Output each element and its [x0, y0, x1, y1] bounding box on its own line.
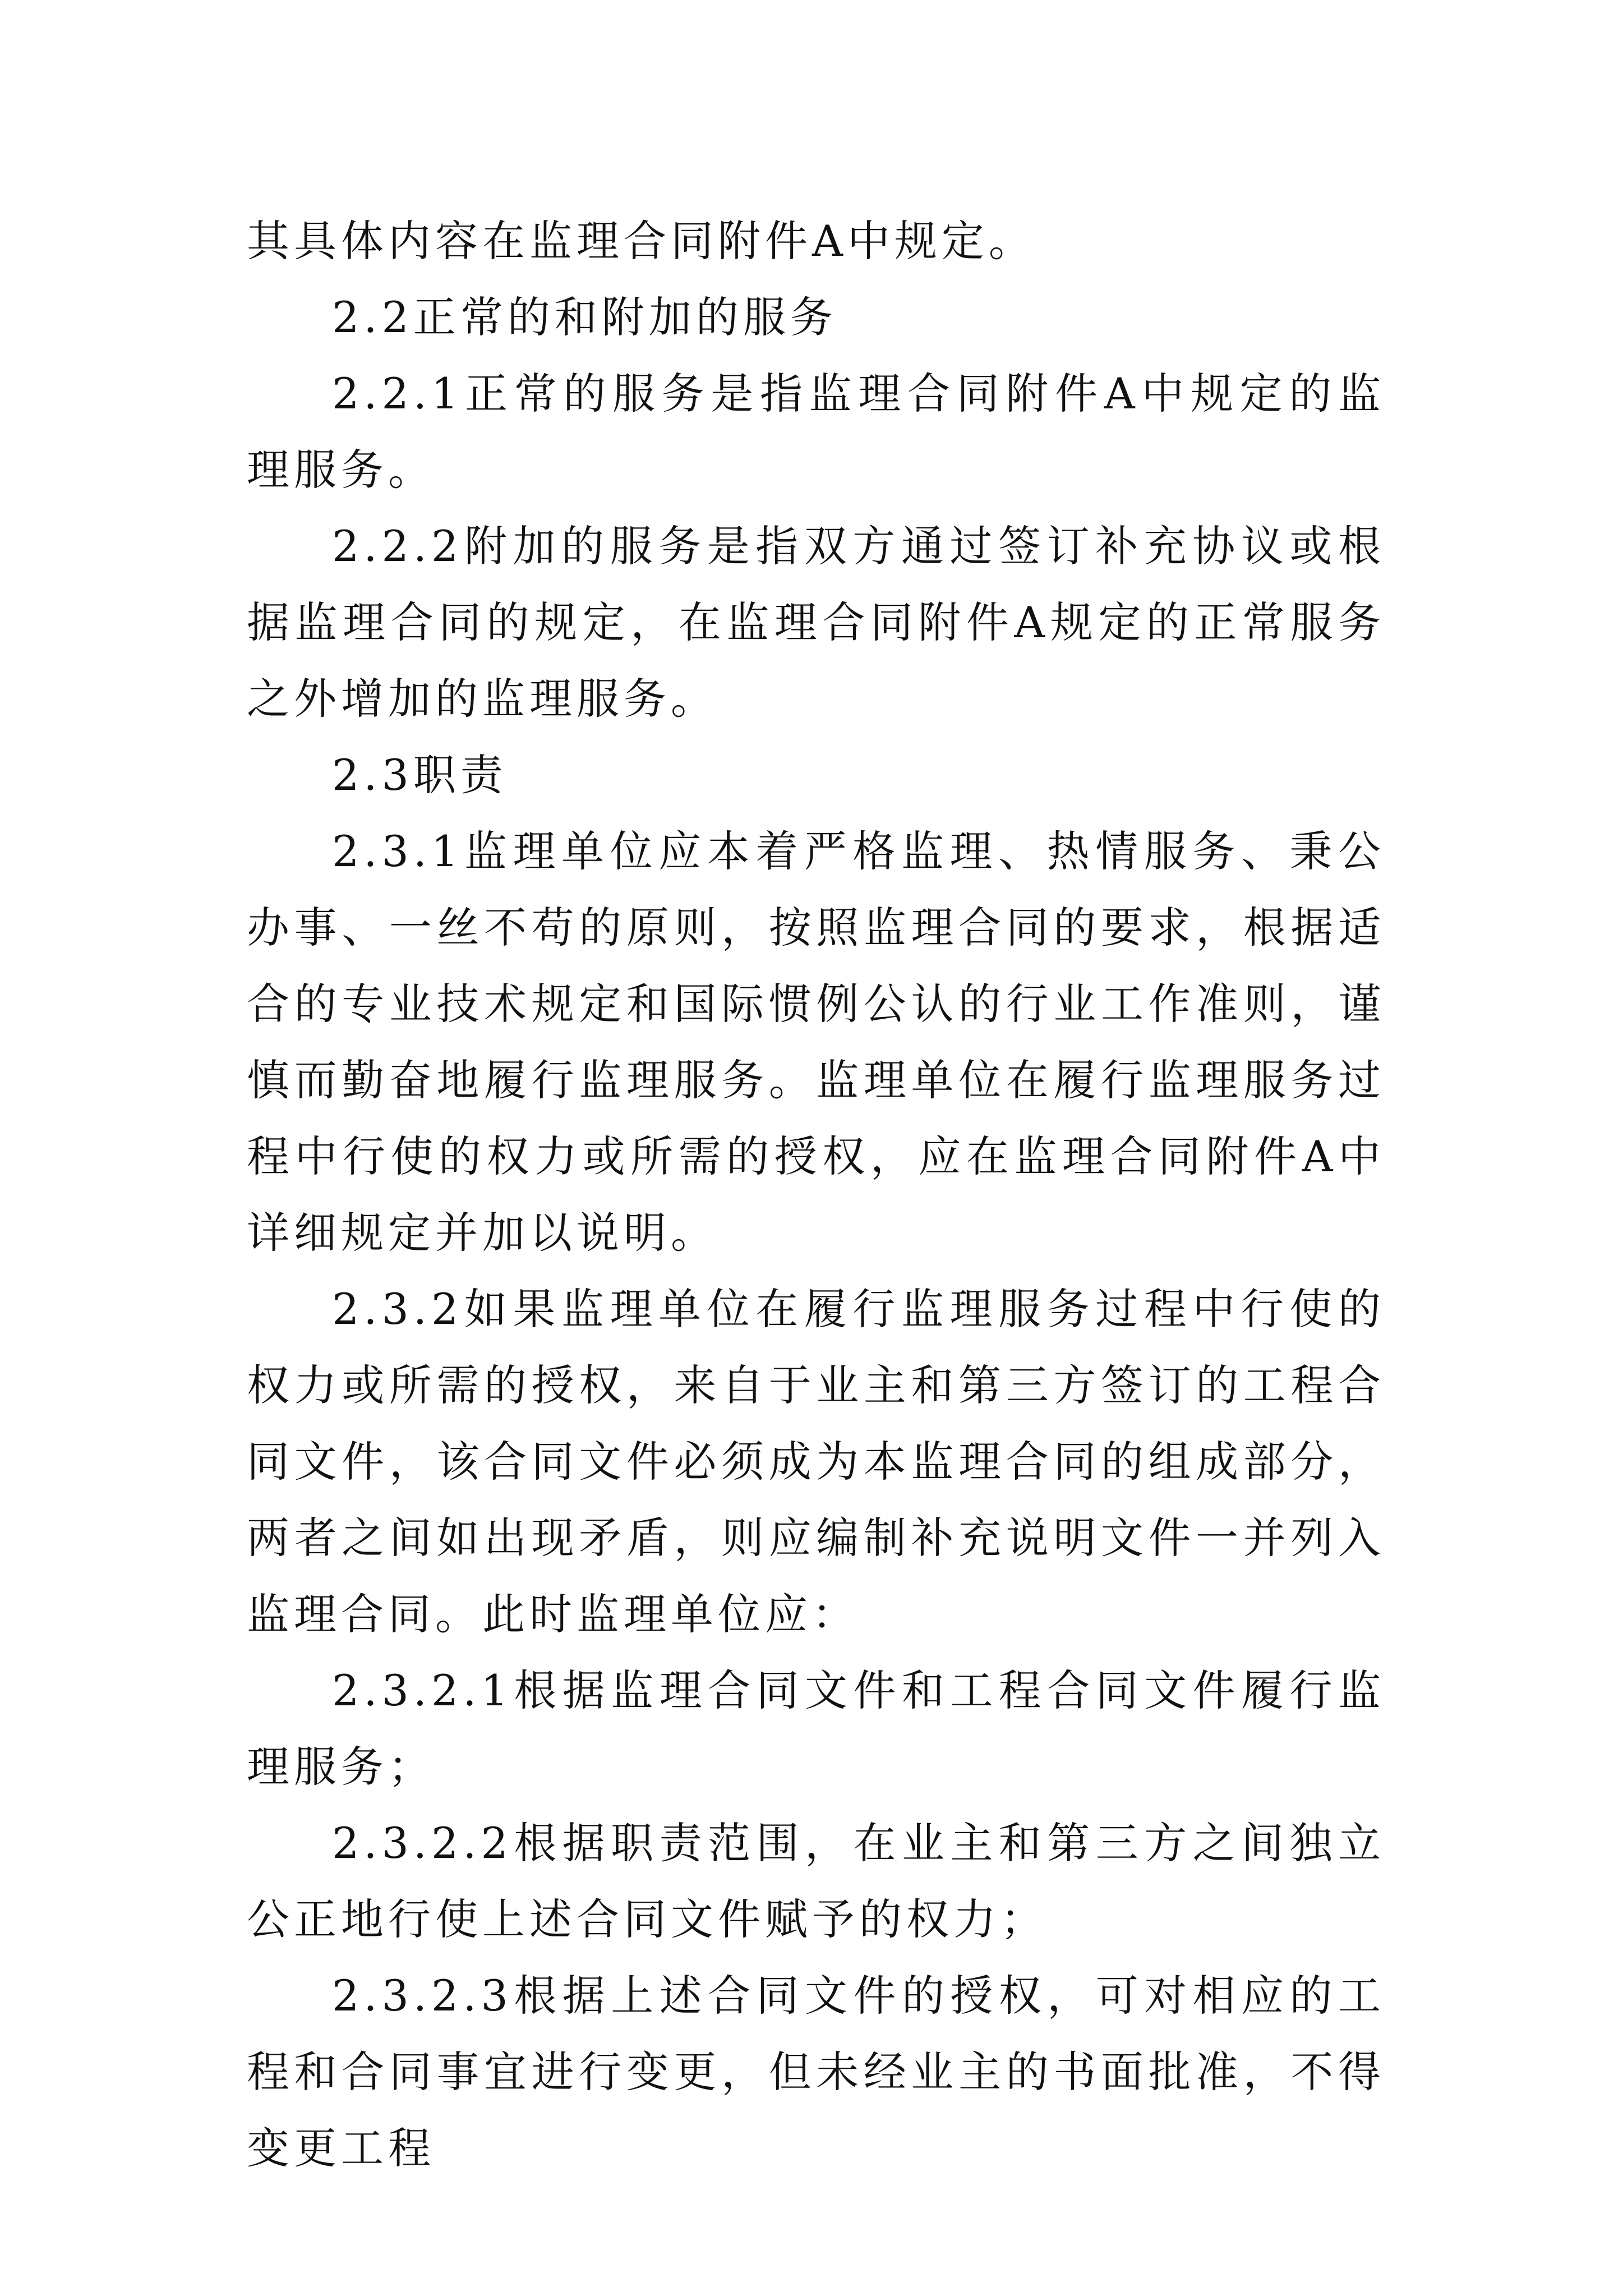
heading-2-2-services: 2.2正常的和附加的服务 [332, 292, 837, 342]
paragraph-2-3-2-3: 2.3.2.3根据上述合同文件的授权，可对相应的工程和合同事宜进行变更，但未经业主的书面批准，不得变更工程 [247, 1971, 1385, 2173]
document-body [247, 203, 1385, 2187]
paragraph-2-3-2: 2.3.2如果监理单位在履行监理服务过程中行使的权力或所需的授权，来自于业主和第三方签订的工程合同文件，该合同文件必须成为本监理合同的组成部分，两者之间如出现矛盾，则应编制补充说明文件一并列入监理合同。此时监理单位应： [247, 1284, 1385, 1639]
paragraph-2-3-2-1: 2.3.2.1根据监理合同文件和工程合同文件履行监理服务； [247, 1665, 1385, 1792]
paragraph-2-3-2-2: 2.3.2.2根据职责范围，在业主和第三方之间独立公正地行使上述合同文件赋予的权力； [247, 1818, 1385, 1944]
paragraph-2-3-1: 2.3.1监理单位应本着严格监理、热情服务、秉公办事、一丝不苟的原则，按照监理合同的要求，根据适合的专业技术规定和国际惯例公认的行业工作准则，谨慎而勤奋地履行监理服务。监理单位在履行监理服务过程中行使的权力或所需的授权，应在监理合同附件A中详细规定并加以说明。 [247, 826, 1385, 1258]
paragraph-2-2-1: 2.2.1正常的服务是指监理合同附件A中规定的监理服务。 [247, 369, 1385, 495]
heading-2-3-duties: 2.3职责 [332, 750, 508, 800]
paragraph-2-2-2: 2.2.2附加的服务是指双方通过签订补充协议或根据监理合同的规定，在监理合同附件A规定的正常服务之外增加的监理服务。 [247, 521, 1385, 724]
paragraph-contract-annex-a: 其具体内容在监理合同附件A中规定。 [247, 216, 1036, 266]
